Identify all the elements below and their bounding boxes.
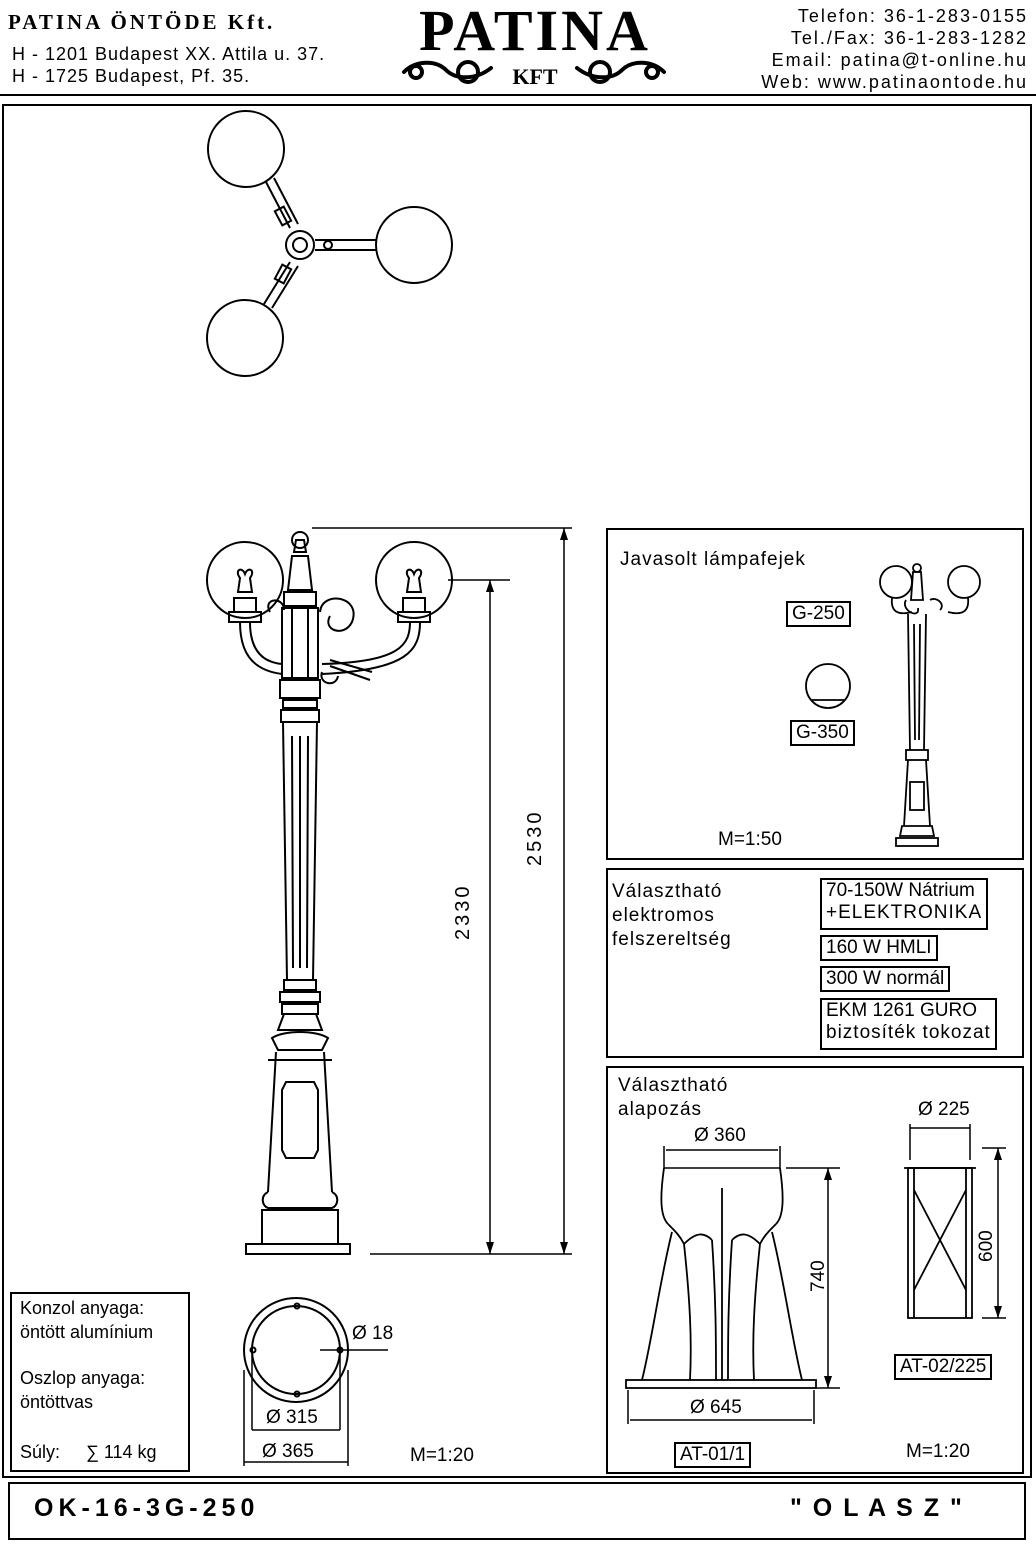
foundation-title-line-2: alapozás	[618, 1099, 703, 1120]
product-name: " O L A S Z "	[790, 1494, 964, 1522]
logo-main-text: PATINA	[419, 0, 651, 63]
foundation-title-line-1: Választható	[618, 1075, 729, 1096]
company-name: PATINA ÖNTÖDE Kft.	[8, 10, 276, 34]
base-hole-diameter: Ø 18	[352, 1323, 394, 1344]
option-hmli: 160 W HMLI	[820, 935, 938, 961]
logo-sub-text: KFT	[512, 64, 558, 89]
top-view-drawing	[207, 111, 452, 376]
phone: Telefon: 36-1-283-0155	[797, 6, 1028, 26]
foundation-scale: M=1:20	[906, 1441, 970, 1462]
oszlop-label: Oszlop anyaga:	[20, 1368, 146, 1388]
base-bolt-circle-diameter: Ø 315	[266, 1407, 318, 1428]
at01-code: AT-01/1	[674, 1442, 751, 1468]
option-fuse-line-1: EKM 1261 GURO	[826, 1000, 977, 1021]
lamp-post-drawing	[207, 532, 452, 1254]
height-light-label: 2330	[452, 883, 474, 940]
oszlop-value: öntöttvas	[20, 1392, 94, 1412]
option-natrium	[820, 878, 988, 930]
konzol-label: Konzol anyaga:	[20, 1298, 145, 1318]
option-natrium-line-2: +ELEKTRONIKA	[826, 902, 983, 923]
height-total-label: 2530	[524, 809, 546, 866]
konzol-value: öntött alumínium	[20, 1322, 154, 1342]
email: Email: patina@t-online.hu	[771, 50, 1028, 70]
lamp-panel-scale: M=1:50	[718, 829, 782, 850]
lamp-panel-title: Javasolt lámpafejek	[620, 549, 806, 570]
weight-value: ∑ 114 kg	[86, 1442, 157, 1462]
electrical-title-line-1: Választható	[612, 881, 723, 902]
option-normal: 300 W normál	[820, 966, 950, 992]
drawing-scale: M=1:20	[410, 1445, 474, 1466]
product-code: OK-16-3G-250	[34, 1494, 260, 1522]
electrical-title-line-3: felszereltség	[612, 929, 732, 950]
address-line-1: H - 1201 Budapest XX. Attila u. 37.	[12, 44, 326, 64]
dimension-lines	[312, 528, 572, 1254]
weight-label: Súly:	[20, 1442, 61, 1462]
electrical-title-line-2: elektromos	[612, 905, 715, 926]
option-natrium-line-1: 70-150W Nátrium	[826, 880, 975, 901]
at01-bottom-diameter: Ø 645	[690, 1397, 742, 1418]
at02-top-diameter: 225	[938, 1099, 970, 1120]
lamp-panel	[606, 528, 1024, 860]
base-plate-diameter: Ø 365	[262, 1441, 314, 1462]
lamp-option-g250: G-250	[786, 601, 851, 627]
at02-code: AT-02/225	[894, 1354, 992, 1380]
lamp-option-g350: G-350	[790, 720, 855, 746]
fax: Tel./Fax: 36-1-283-1282	[790, 28, 1028, 48]
at01-height: 740	[808, 1260, 829, 1292]
website: Web: www.patinaontode.hu	[761, 72, 1028, 92]
address-line-2: H - 1725 Budapest, Pf. 35.	[12, 66, 251, 86]
at02-diameter-symbol: Ø	[918, 1099, 933, 1120]
at01-top-diameter: Ø 360	[694, 1125, 746, 1146]
at02-height: 600	[976, 1230, 997, 1262]
option-fuse-box	[820, 998, 997, 1050]
option-fuse-line-2: biztosíték tokozat	[826, 1022, 991, 1043]
